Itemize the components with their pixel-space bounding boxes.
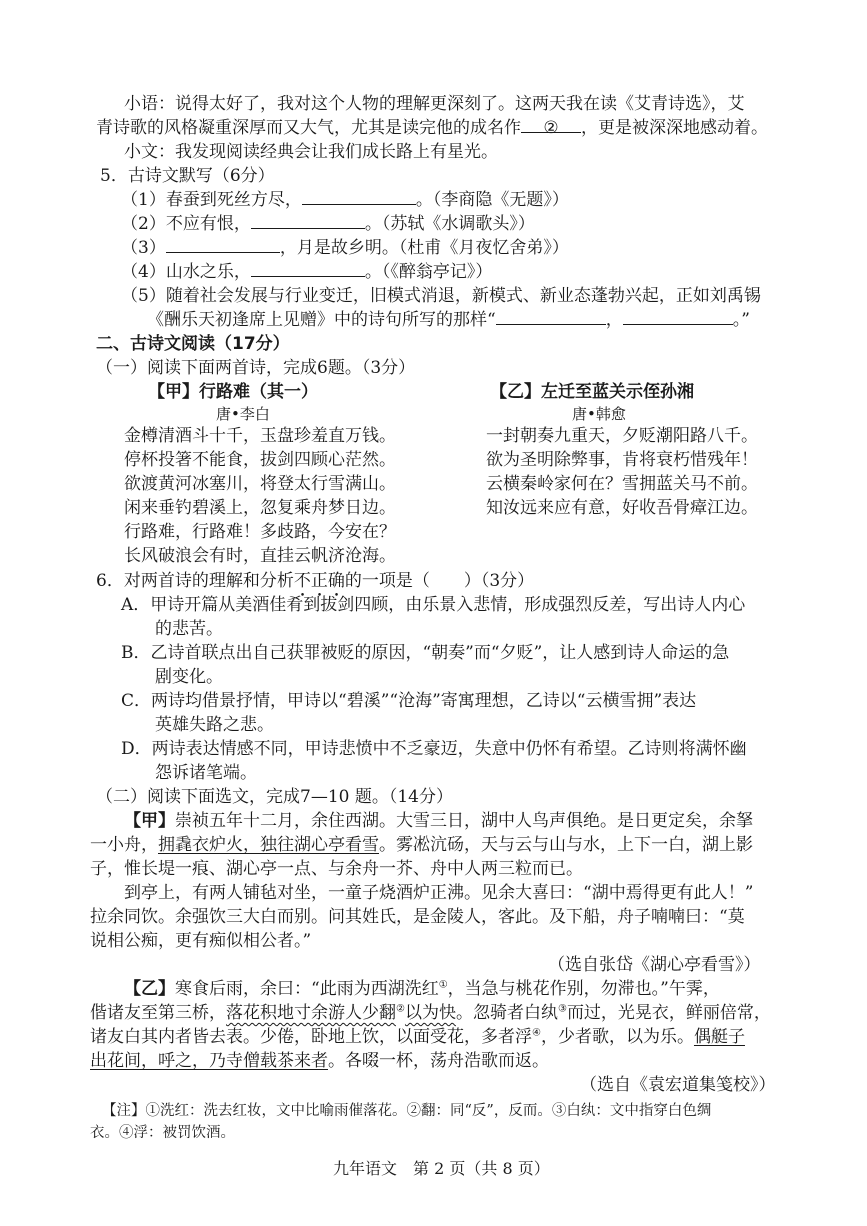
text-a-line2 — [90, 834, 753, 856]
poem-line: 闲来垂钓碧溪上，忽复乘舟梦日边。 — [124, 498, 396, 518]
dialogue-xiaoyu-line1: 小语：说得太好了，我对这个人物的理解更深刻了。这两天我在读《艾青诗选》，艾 — [124, 94, 745, 114]
poem-line: 知汝远来应有意，好收吾骨瘴江边。 — [486, 498, 758, 518]
q5-item5-line1: （5）随着社会发展与行业变迁，旧模式消退，新模式、新业态蓬勃兴起，正如刘禹锡 — [121, 286, 761, 306]
text-b-line1 — [124, 978, 720, 1000]
text: 。（《醉翁亭记》） — [364, 262, 493, 282]
answer-blank[interactable] — [251, 213, 365, 229]
text: 一小舟， — [90, 835, 158, 855]
answer-blank[interactable] — [251, 261, 365, 277]
poem-line: 行路难，行路难！多歧路，今安在？ — [124, 522, 396, 542]
poem-line: 一封朝奏九重天，夕贬潮阳路八千。 — [486, 426, 758, 446]
text: 。雾凇沆砀，天与云与山与水，上下一白，湖上影 — [379, 835, 753, 855]
underlined-sentence: 拥毳衣炉火，独往湖心亭看雪 — [158, 835, 379, 855]
blank-2[interactable] — [521, 117, 581, 138]
q6-option-b[interactable]: B．乙诗首联点出自己获罪被贬的原因，“朝奏”而“夕贬”，让人感到诗人命运的急 — [121, 643, 730, 663]
underlined-sentence: 出花间，呼之，乃寺僧载茶来者 — [90, 1051, 328, 1071]
dialogue-xiaowen: 小文：我发现阅读经典会让我们成长路上有星光。 — [124, 142, 498, 162]
text: （4）山水之乐， — [121, 262, 251, 282]
text-a-source: （选自张岱《湖心亭看雪》） — [548, 955, 761, 975]
emphasis-text: 不正确 — [293, 571, 345, 591]
q5-title: 5．古诗文默写（6分） — [100, 166, 275, 186]
text: 偕诸友至第三桥， — [90, 1003, 226, 1023]
text: （1）春蚕到死丝方尽， — [121, 190, 302, 210]
text: 。” — [732, 310, 750, 330]
text: 。（李商隐《无题》） — [415, 190, 569, 210]
text: ，更是被深深地感动着。 — [581, 118, 768, 138]
note-line1: 【注】①洗红：洗去红妆，文中比喻雨催落花。②翻：同“反”，反而。③白纨：文中指穿白色绸 — [102, 1103, 712, 1119]
text: 《酬乐天初逢席上见赠》中的诗句所写的那样“ — [147, 310, 496, 330]
text: ，月是故乡明。（杜甫《月夜忆舍弟》） — [279, 238, 569, 258]
text: 的一项是（ — [344, 571, 430, 591]
note-marker: ① — [438, 979, 448, 991]
text-a-line3: 子，惟长堤一痕、湖心亭一点、与余舟一芥、舟中人两三粒而已。 — [90, 859, 583, 879]
text: 。忽骑者白纨 — [455, 1003, 558, 1023]
text: 6．对两首诗的理解和分析 — [96, 571, 294, 591]
text: （2）不应有恨， — [121, 214, 251, 234]
text-b-label: 【乙】 — [124, 979, 175, 999]
q6-option-d-cont: 怨诉诸笔端。 — [155, 763, 257, 783]
text: 寒食后雨，余曰：“此雨为西湖洗红 — [175, 979, 439, 999]
section2-title: 二、古诗文阅读（17分） — [96, 334, 290, 354]
poem-b-title: 【乙】左迁至蓝关示侄孙湘 — [490, 382, 694, 402]
q6-option-b-cont: 剧变化。 — [155, 667, 223, 687]
text-b-line4 — [90, 1050, 549, 1072]
poem-line: 停杯投箸不能食，拔剑四顾心茫然。 — [124, 450, 396, 470]
poem-line: 云横秦岭家何在？雪拥蓝关马不前。 — [486, 474, 758, 494]
q5-item4 — [121, 261, 492, 283]
text-b-source: （选自《袁宏道集笺校》） — [580, 1075, 776, 1095]
note-line2: 衣。④浮：被罚饮酒。 — [90, 1125, 235, 1141]
text: 。（苏轼《水调歌头》） — [364, 214, 535, 234]
text: ， — [605, 310, 623, 330]
dialogue-xiaoyu-line2 — [96, 117, 768, 139]
q6-option-d[interactable]: D．两诗表达情感不同，甲诗悲愤中不乏豪迈，失意中仍怀有希望。乙诗则将满怀幽 — [121, 739, 747, 759]
text-b-line2 — [90, 1002, 771, 1024]
part2-instruction: （二）阅读下面选文，完成7—10 题。（14分） — [96, 787, 453, 807]
note-marker: ③ — [557, 1003, 567, 1015]
q6-option-c[interactable]: C．两诗均借景抒情，甲诗以“碧溪”“沧海”寄寓理想，乙诗以“云横雪拥”表达 — [121, 691, 697, 711]
answer-blank[interactable] — [623, 309, 733, 325]
poem-line: 长风破浪会有时，直挂云帆济沧海。 — [124, 546, 396, 566]
q5-item5-line2 — [147, 309, 750, 331]
poem-line: 欲渡黄河冰塞川，将登太行雪满山。 — [124, 474, 396, 494]
q5-item1 — [121, 189, 569, 211]
poem-a-title: 【甲】行路难（其一） — [148, 382, 318, 402]
q6-option-c-cont: 英雄失路之悲。 — [155, 715, 274, 735]
text: 青诗歌的风格凝重深厚而又大气，尤其是读完他的成名作 — [96, 118, 521, 138]
answer-blank[interactable] — [302, 189, 416, 205]
wavy-underlined-sentence: 以为快 — [404, 1003, 456, 1023]
text: ）（3分） — [463, 571, 535, 591]
text: 。各啜一杯，荡舟浩歌而返。 — [328, 1051, 549, 1071]
part1-instruction: （一）阅读下面两首诗，完成6题。（3分） — [96, 358, 416, 378]
text-a-label: 【甲】 — [124, 811, 175, 831]
answer-blank[interactable] — [166, 237, 280, 253]
poem-b-author: 唐•韩愈 — [572, 405, 626, 423]
text-b-line3 — [90, 1026, 745, 1048]
text-a-line5: 拉余同饮。余强饮三大白而别。问其姓氏，是金陵人，客此。及下船，舟子喃喃曰：“莫 — [90, 907, 745, 927]
text: ，少者歌，以为乐。 — [540, 1027, 694, 1047]
text: 诸友白其内者皆去表。少倦，卧地上饮，以面受花，多者浮 — [90, 1027, 532, 1047]
note-marker: ② — [396, 1003, 405, 1015]
q6-option-a[interactable]: A．甲诗开篇从美酒佳肴到拔剑四顾，由乐景入悲情，形成强烈反差，写出诗人内心 — [121, 595, 746, 615]
q5-item3 — [121, 237, 569, 259]
answer-blank[interactable] — [496, 309, 606, 325]
poem-line: 欲为圣明除弊事，肯将衰朽惜残年！ — [486, 450, 758, 470]
text: ，当急与桃花作别，勿滞也。”午霁， — [447, 979, 720, 999]
underlined-sentence: 偶艇子 — [693, 1027, 745, 1047]
q5-item2 — [121, 213, 535, 235]
poem-line: 金樽清酒斗十千，玉盘珍羞直万钱。 — [124, 426, 396, 446]
blank-number: ② — [543, 118, 559, 138]
text: （3） — [121, 238, 166, 258]
page-footer: 九年语文 第 2 页（共 8 页） — [333, 1159, 550, 1178]
text-a-line6: 说相公痴，更有痴似相公者。” — [90, 931, 312, 951]
text-a-line4: 到亭上，有两人铺毡对坐，一童子烧酒炉正沸。见余大喜曰：“湖中焉得更有此人！” — [124, 883, 754, 903]
wavy-underlined-sentence: 落花积地寸余游人少翻 — [226, 1003, 396, 1023]
note-marker: ④ — [532, 1027, 541, 1039]
poem-a-author: 唐•李白 — [216, 405, 270, 423]
text-a-line1 — [124, 810, 753, 832]
text: 而过，光晃衣，鲜丽倍常， — [566, 1003, 771, 1023]
text: 崇祯五年十二月，余住西湖。大雪三日，湖中人鸟声俱绝。是日更定矣，余拏 — [175, 811, 753, 831]
q6-option-a-cont: 的悲苦。 — [155, 619, 223, 639]
